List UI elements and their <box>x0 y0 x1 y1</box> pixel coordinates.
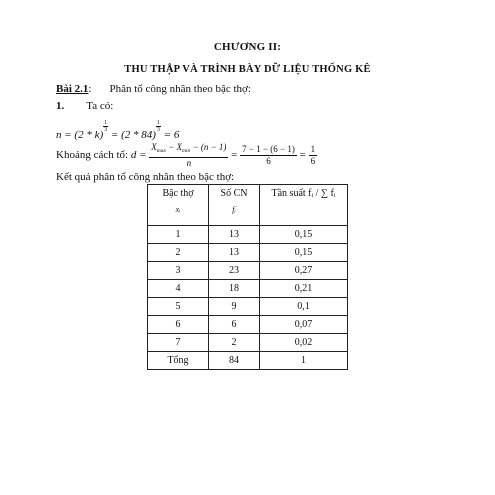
cell-tan-suat: 0,21 <box>260 280 348 298</box>
cell-so-cn: 13 <box>209 244 260 262</box>
cell-bac-tho: 1 <box>148 226 209 244</box>
cell-bac-tho: 7 <box>148 334 209 352</box>
cell-total-tan-suat: 1 <box>260 352 348 370</box>
exercise-colon: : <box>88 83 92 95</box>
table-row <box>148 280 348 298</box>
table-header-row <box>148 185 348 226</box>
result-label: Kết quả phân tổ công nhân theo bậc thợ: <box>56 171 235 183</box>
table-row <box>148 244 348 262</box>
cell-tan-suat: 0,02 <box>260 334 348 352</box>
table-row <box>148 298 348 316</box>
formula-n-lhs: n = (2 * k) <box>56 129 104 141</box>
formula-d-var: d = <box>130 149 147 162</box>
cell-tan-suat: 0,15 <box>260 244 348 262</box>
cell-bac-tho: 2 <box>148 244 209 262</box>
cell-tan-suat: 0,15 <box>260 226 348 244</box>
exercise-text: Phân tổ công nhân theo bậc thợ: <box>109 83 251 95</box>
header-bac-tho: Bậc thợ xᵢ <box>148 185 209 226</box>
chapter-title: THU THẬP VÀ TRÌNH BÀY DỮ LIỆU THỐNG KÊ <box>124 64 371 75</box>
formula-n-mid: = (2 * 84) <box>108 129 156 141</box>
formula-d-fraction-2: $\frac{7 - 1 - (6 - 1)}{6}$ <box>242 144 295 166</box>
step-line <box>56 100 113 112</box>
formula-d-fraction-3: $\frac{1}{6}$ <box>310 144 316 166</box>
formula-n-exponent-2: $\frac{1}{3}$ <box>156 120 160 133</box>
cell-total-label: Tổng <box>148 352 209 370</box>
table-row <box>148 316 348 334</box>
cell-so-cn: 9 <box>209 298 260 316</box>
cell-tan-suat: 0,07 <box>260 316 348 334</box>
exercise-number: Bài 2.1 <box>56 83 89 95</box>
cell-so-cn: 6 <box>209 316 260 334</box>
exercise-line <box>56 83 251 95</box>
cell-so-cn: 23 <box>209 262 260 280</box>
table-row <box>148 262 348 280</box>
table-total-row <box>148 352 348 370</box>
formula-d: Khoảng cách tổ: d = $\frac{X_{max} - X_{min} - (n - 1)}{n}$ = $\frac{7 - 1 - (6 - 1)}{6}$ = $\frac{1}{6}$ <box>56 142 316 168</box>
cell-so-cn: 2 <box>209 334 260 352</box>
header-tan-suat: Tần suất fᵢ / ∑ fᵢ <box>260 185 348 226</box>
cell-tan-suat: 0,27 <box>260 262 348 280</box>
step-number: 1. <box>56 100 65 112</box>
header-so-cn: Số CN fᵢ <box>209 185 260 226</box>
table-row <box>148 226 348 244</box>
formula-n-rhs: = 6 <box>160 129 180 141</box>
cell-total-so-cn: 84 <box>209 352 260 370</box>
cell-tan-suat: 0,1 <box>260 298 348 316</box>
cell-bac-tho: 4 <box>148 280 209 298</box>
formula-n <box>56 120 179 141</box>
cell-bac-tho: 5 <box>148 298 209 316</box>
chapter-heading: CHƯƠNG II: <box>213 41 282 53</box>
formula-d-label: Khoảng cách tổ: <box>56 149 129 162</box>
step-text: Ta có: <box>86 100 114 112</box>
cell-so-cn: 13 <box>209 226 260 244</box>
formula-d-fraction-1: $\frac{X_{max} - X_{min} - (n - 1)}{n}$ <box>151 142 227 168</box>
cell-so-cn: 18 <box>209 280 260 298</box>
table-row <box>148 334 348 352</box>
cell-bac-tho: 6 <box>148 316 209 334</box>
formula-n-exponent-1: $\frac{1}{3}$ <box>104 120 108 133</box>
frequency-table <box>147 184 348 370</box>
cell-bac-tho: 3 <box>148 262 209 280</box>
